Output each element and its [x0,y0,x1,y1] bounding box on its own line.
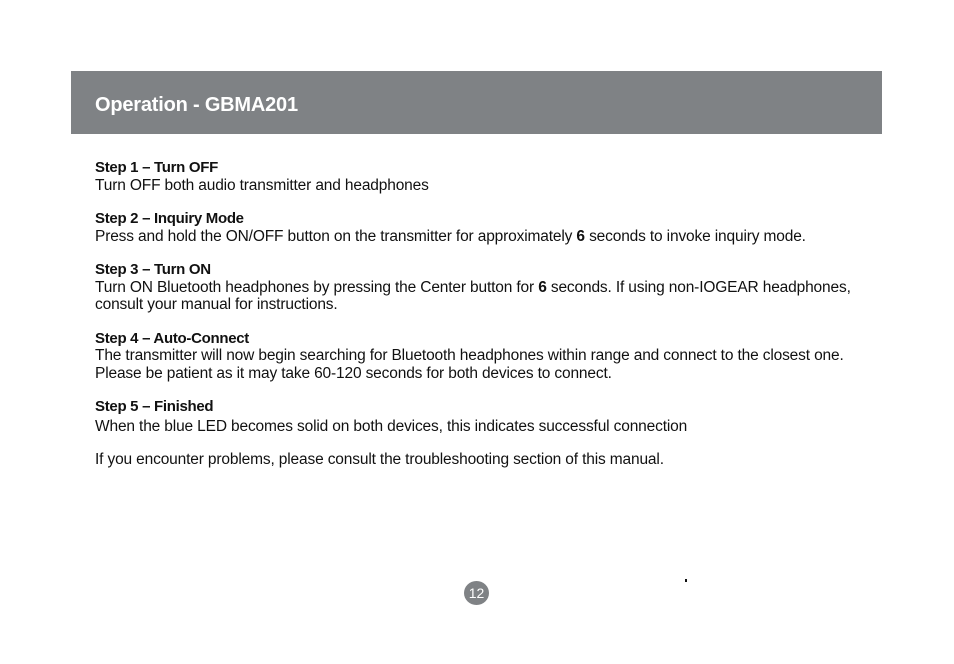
step-2 [95,210,855,245]
section-header [71,71,882,134]
step-body-text: seconds. If using non-IOGEAR headphones, consult your manual for instructions. [95,278,851,313]
step-body [95,279,855,314]
step-body [95,228,855,246]
instructions [95,159,855,469]
step-1 [95,159,855,194]
step-title: Step 1 – Turn OFF [95,159,218,176]
step-body: Turn OFF both audio transmitter and headphones [95,176,429,194]
step-3 [95,261,855,314]
step-body: When the blue LED becomes solid on both devices, this indicates successful connection [95,417,688,435]
step-body-emphasis: 6 [538,278,547,296]
step-body-text: Press and hold the ON/OFF button on the transmitter for approximately [95,227,577,245]
page-number-badge: 12 [464,581,489,605]
troubleshooting-note: If you encounter problems, please consult the troubleshooting section of this manual. [95,451,664,468]
step-body-text: seconds to invoke inquiry mode. [584,227,806,245]
step-body-text: Turn ON Bluetooth headphones by pressing the Center button for [95,278,539,296]
step-5 [95,398,855,435]
stray-dot [685,579,687,582]
step-body-emphasis: 6 [576,227,585,245]
step-title: Step 2 – Inquiry Mode [95,210,244,227]
page-title: Operation - GBMA201 [95,94,298,116]
step-body: The transmitter will now begin searching for Bluetooth headphones within range and connect to the closest one. Please be patient as it may take 60-120 seconds for both devices to connect. [95,347,844,382]
step-title: Step 3 – Turn ON [95,261,211,278]
step-4 [95,330,855,383]
step-title: Step 4 – Auto-Connect [95,329,249,347]
step-title: Step 5 – Finished [95,398,214,415]
